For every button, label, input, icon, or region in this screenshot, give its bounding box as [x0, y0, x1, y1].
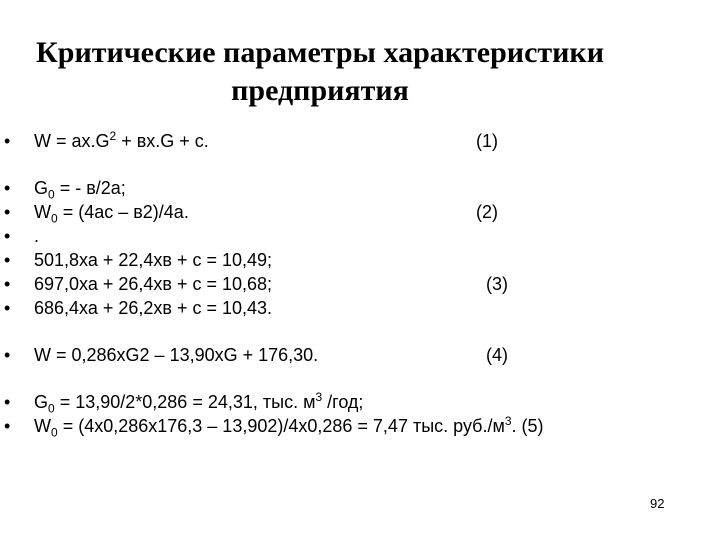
formula-text: .	[34, 226, 40, 246]
equation-number-4: (4)	[486, 345, 508, 365]
slide-title	[0, 34, 640, 110]
bullet: •	[4, 226, 11, 246]
bullet: •	[4, 178, 11, 198]
formula-text: W = 0,286хG2 – 13,90хG + 176,30.	[34, 345, 319, 365]
bullet: •	[4, 345, 11, 365]
bullet: •	[4, 131, 11, 151]
formula-text: $G_0 = 13,90/2*0,286 = 24,31$, тыс. $м^3$ /год;	[34, 390, 364, 416]
formula-text: $W_0 = (4х0,286х176,3 - 13,902)/4х0,286 = 7,47$ тыс. $руб./м^3$. (5)	[34, 414, 544, 440]
bullet: •	[4, 250, 11, 270]
bullet: •	[4, 298, 11, 318]
page-number: 92	[650, 496, 665, 511]
bullet: •	[4, 416, 11, 436]
formula-text: 697,0ха + 26,4хв + с = 10,68;	[34, 274, 273, 294]
title-line-1: Критические параметры характеристики	[36, 36, 604, 69]
formula-text: $W = ax.G^2 + вх.G + c$.	[34, 129, 209, 151]
bullet: •	[4, 392, 11, 412]
formula-text: 686,4ха + 26,2хв + с = 10,43.	[34, 298, 273, 318]
formula-text: 501,8ха + 22,4хв + с = 10,49;	[34, 250, 273, 270]
equation-number-1: (1)	[476, 131, 498, 151]
formula-text: $W_0 = (4ac - в2)/4а$.	[34, 202, 189, 226]
equation-number-2: (2)	[476, 202, 498, 222]
formula-text: $G_0$ = - в/2а;	[34, 178, 126, 202]
bullet: •	[4, 202, 11, 222]
equation-number-3: (3)	[486, 274, 508, 294]
title-line-2: предприятия	[231, 74, 409, 107]
bullet: •	[4, 274, 11, 294]
